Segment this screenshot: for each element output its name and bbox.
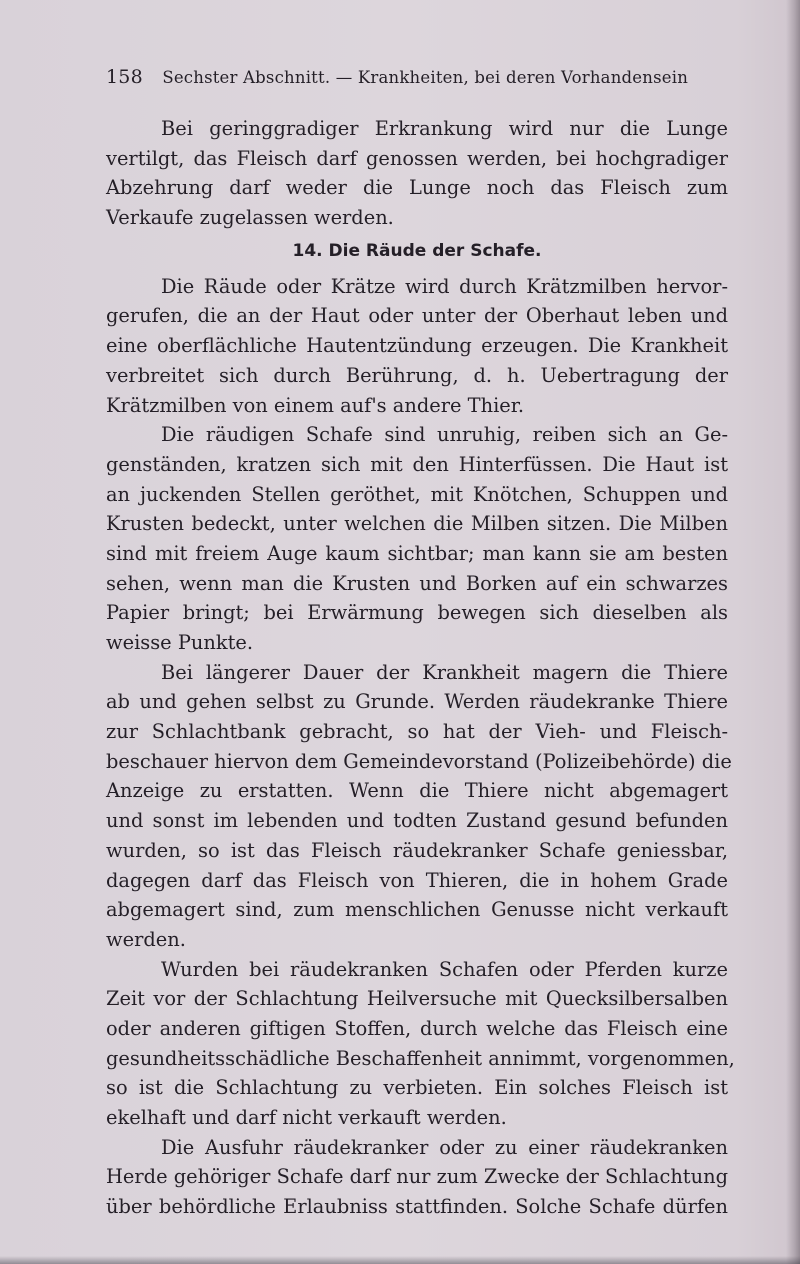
text-line: und sonst im lebenden und todten Zustand gesund befunden: [106, 809, 728, 833]
text-line: werden.: [106, 927, 186, 951]
text-line: so ist die Schlachtung zu verbieten. Ein solches Fleisch ist: [106, 1076, 728, 1100]
text-line: ab und gehen selbst zu Grunde. Werden räudekranke Thiere: [106, 690, 728, 714]
body-text: [106, 114, 735, 1222]
text-line: Die Ausfuhr räudekranker oder zu einer räudekranken: [161, 1135, 728, 1159]
page-number: 158: [106, 66, 143, 88]
text-line: Die räudigen Schafe sind unruhig, reiben sich an Ge-: [161, 423, 728, 447]
text-line: Herde gehöriger Schafe darf nur zum Zwecke der Schlachtung: [106, 1165, 728, 1189]
text-line: vertilgt, das Fleisch darf genossen werden, bei hochgradiger: [106, 146, 728, 170]
text-line: beschauer hiervon dem Gemeindevorstand (Polizeibehörde) die: [106, 749, 732, 773]
text-line: sehen, wenn man die Krusten und Borken auf ein schwarzes: [106, 571, 728, 595]
text-line: dagegen darf das Fleisch von Thieren, die in hohem Grade: [106, 868, 728, 892]
text-line: Krätzmilben von einem auf's andere Thier.: [106, 393, 525, 417]
text-line: Abzehrung darf weder die Lunge noch das Fleisch zum: [106, 176, 728, 200]
page-bottom-shadow: [0, 1256, 800, 1264]
text-line: zur Schlachtbank gebracht, so hat der Vieh- und Fleisch-: [106, 720, 728, 744]
text-line: Die Räude oder Krätze wird durch Krätzmilben hervor-: [161, 274, 728, 298]
running-title: Sechster Abschnitt. — Krankheiten, bei deren Vorhandensein: [162, 68, 689, 87]
text-line: eine oberflächliche Hautentzündung erzeugen. Die Krankheit: [106, 334, 728, 358]
text-line: Wurden bei räudekranken Schafen oder Pferden kurze: [161, 957, 728, 981]
text-line: an juckenden Stellen geröthet, mit Knötchen, Schuppen und: [106, 482, 728, 506]
text-line: über behördliche Erlaubniss stattfinden. Solche Schafe dürfen: [106, 1195, 728, 1219]
text-line: Zeit vor der Schlachtung Heilversuche mit Quecksilbersalben: [106, 987, 728, 1011]
text-line: sind mit freiem Auge kaum sichtbar; man kann sie am besten: [106, 541, 728, 565]
text-line: genständen, kratzen sich mit den Hinterfüssen. Die Haut ist: [106, 452, 728, 476]
text-line: weisse Punkte.: [106, 631, 254, 654]
text-line: wurden, so ist das Fleisch räudekranker Schafe geniessbar,: [106, 838, 728, 862]
text-line: Verkaufe zugelassen werden.: [106, 206, 394, 230]
text-line: Krusten bedeckt, unter welchen die Milben sitzen. Die Milben: [106, 512, 728, 536]
text-line: ekelhaft und darf nicht verkauft werden.: [106, 1106, 507, 1129]
running-header: [106, 66, 689, 96]
text-line: abgemagert sind, zum menschlichen Genusse nicht verkauft: [106, 898, 728, 922]
section-heading: 14. Die Räude der Schafe.: [292, 240, 542, 261]
text-line: gesundheitsschädliche Beschaffenheit annimmt, vorgenommen,: [106, 1046, 735, 1070]
heading-row: [106, 233, 728, 272]
text-line: Bei längerer Dauer der Krankheit magern die Thiere: [161, 660, 728, 684]
text-line: Anzeige zu erstatten. Wenn die Thiere nicht abgemagert: [106, 779, 728, 803]
text-line: verbreitet sich durch Berührung, d. h. Uebertragung der: [106, 363, 728, 387]
text-line: oder anderen giftigen Stoffen, durch welche das Fleisch eine: [106, 1016, 728, 1040]
text-line: gerufen, die an der Haut oder unter der Oberhaut leben und: [106, 304, 728, 328]
page-edge-shadow: [786, 0, 800, 1264]
text-line: Bei geringgradiger Erkrankung wird nur die Lunge: [161, 117, 728, 140]
text-line: Papier bringt; bei Erwärmung bewegen sich dieselben als: [106, 601, 728, 625]
